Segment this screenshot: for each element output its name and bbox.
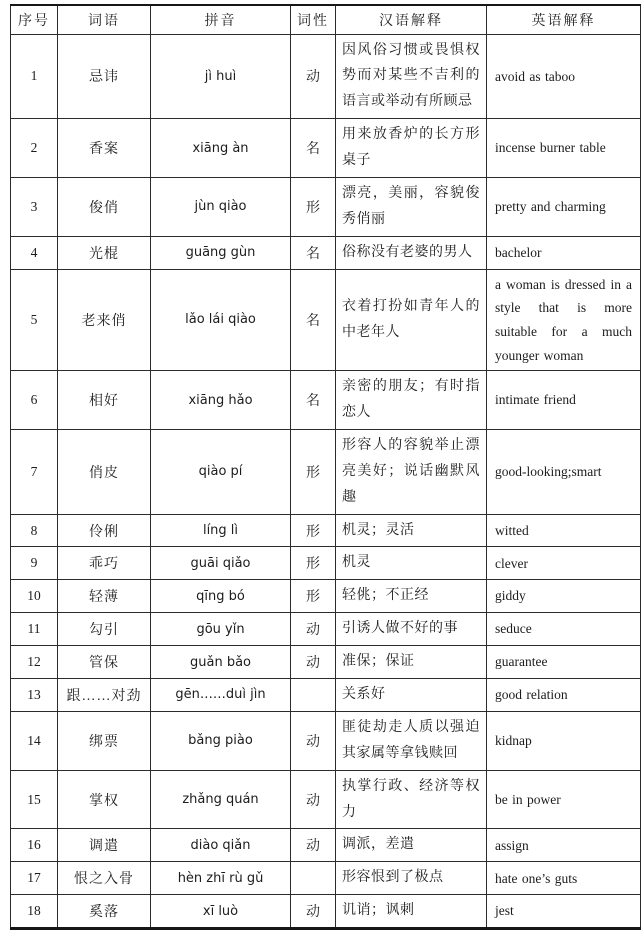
part-of-speech-cell: 动 [291, 770, 336, 829]
chinese-explanation-cell: 关系好 [336, 679, 487, 712]
english-explanation-cell: witted [487, 514, 641, 547]
table-row [11, 269, 641, 371]
chinese-explanation-cell: 衣着打扮如青年人的中老年人 [336, 269, 487, 371]
word-cell: 光棍 [58, 236, 151, 269]
word-cell: 勾引 [58, 613, 151, 646]
chinese-explanation-cell: 讥诮；讽刺 [336, 895, 487, 929]
pinyin-cell: jùn qiào [151, 177, 291, 236]
chinese-explanation-cell: 机灵；灵活 [336, 514, 487, 547]
part-of-speech-cell: 动 [291, 613, 336, 646]
table-row [11, 119, 641, 178]
col-header-word: 词语 [58, 5, 151, 34]
table-row [11, 429, 641, 514]
row-number-cell: 7 [11, 429, 58, 514]
english-explanation-cell: intimate friend [487, 371, 641, 430]
english-explanation-cell: assign [487, 829, 641, 862]
table-row [11, 613, 641, 646]
row-number-cell: 15 [11, 770, 58, 829]
row-number-cell: 14 [11, 711, 58, 770]
word-cell: 忌讳 [58, 34, 151, 119]
pinyin-cell: diào qiǎn [151, 829, 291, 862]
chinese-explanation-cell: 匪徒劫走人质以强迫其家属等拿钱赎回 [336, 711, 487, 770]
table-row [11, 236, 641, 269]
word-cell: 乖巧 [58, 547, 151, 580]
table-header [11, 5, 641, 34]
word-cell: 轻薄 [58, 580, 151, 613]
word-cell: 俏皮 [58, 429, 151, 514]
chinese-explanation-cell: 执掌行政、经济等权力 [336, 770, 487, 829]
word-cell: 掌权 [58, 770, 151, 829]
row-number-cell: 6 [11, 371, 58, 430]
part-of-speech-cell: 动 [291, 895, 336, 929]
table-row [11, 514, 641, 547]
table-row [11, 711, 641, 770]
part-of-speech-cell: 动 [291, 711, 336, 770]
pinyin-cell: zhǎng quán [151, 770, 291, 829]
table-body [11, 34, 641, 929]
pinyin-cell: gōu yǐn [151, 613, 291, 646]
word-cell: 俊俏 [58, 177, 151, 236]
english-explanation-cell: bachelor [487, 236, 641, 269]
chinese-explanation-cell: 调派，差遣 [336, 829, 487, 862]
english-explanation-cell: incense burner table [487, 119, 641, 178]
pinyin-cell: lǎo lái qiào [151, 269, 291, 371]
english-explanation-cell: avoid as taboo [487, 34, 641, 119]
chinese-explanation-cell: 亲密的朋友；有时指恋人 [336, 371, 487, 430]
table-row [11, 177, 641, 236]
col-header-chinese-explanation: 汉语解释 [336, 5, 487, 34]
row-number-cell: 11 [11, 613, 58, 646]
pinyin-cell: xī luò [151, 895, 291, 929]
part-of-speech-cell: 名 [291, 269, 336, 371]
table-row [11, 547, 641, 580]
chinese-explanation-cell: 形容恨到了极点 [336, 862, 487, 895]
table-row [11, 34, 641, 119]
pinyin-cell: guǎn bǎo [151, 646, 291, 679]
word-cell: 绑票 [58, 711, 151, 770]
word-cell: 跟……对劲 [58, 679, 151, 712]
table-row [11, 646, 641, 679]
row-number-cell: 10 [11, 580, 58, 613]
word-cell: 伶俐 [58, 514, 151, 547]
chinese-explanation-cell: 引诱人做不好的事 [336, 613, 487, 646]
english-explanation-cell: be in power [487, 770, 641, 829]
word-cell: 老来俏 [58, 269, 151, 371]
word-cell: 调遣 [58, 829, 151, 862]
row-number-cell: 5 [11, 269, 58, 371]
word-cell: 管保 [58, 646, 151, 679]
english-explanation-cell: giddy [487, 580, 641, 613]
part-of-speech-cell [291, 862, 336, 895]
row-number-cell: 8 [11, 514, 58, 547]
english-explanation-cell: hate one’s guts [487, 862, 641, 895]
table-row [11, 371, 641, 430]
chinese-explanation-cell: 形容人的容貌举止漂亮美好；说话幽默风趣 [336, 429, 487, 514]
table-row [11, 829, 641, 862]
row-number-cell: 18 [11, 895, 58, 929]
chinese-explanation-cell: 俗称没有老婆的男人 [336, 236, 487, 269]
part-of-speech-cell: 形 [291, 177, 336, 236]
part-of-speech-cell: 名 [291, 371, 336, 430]
vocabulary-table [10, 4, 641, 930]
row-number-cell: 16 [11, 829, 58, 862]
table-row [11, 895, 641, 929]
pinyin-cell: qiào pí [151, 429, 291, 514]
part-of-speech-cell [291, 679, 336, 712]
pinyin-cell: gēn……duì jìn [151, 679, 291, 712]
row-number-cell: 13 [11, 679, 58, 712]
pinyin-cell: guāng gùn [151, 236, 291, 269]
part-of-speech-cell: 动 [291, 34, 336, 119]
chinese-explanation-cell: 机灵 [336, 547, 487, 580]
english-explanation-cell: good relation [487, 679, 641, 712]
pinyin-cell: bǎng piào [151, 711, 291, 770]
chinese-explanation-cell: 漂亮，美丽，容貌俊秀俏丽 [336, 177, 487, 236]
pinyin-cell: líng lì [151, 514, 291, 547]
row-number-cell: 3 [11, 177, 58, 236]
chinese-explanation-cell: 用来放香炉的长方形桌子 [336, 119, 487, 178]
table-row [11, 770, 641, 829]
english-explanation-cell: kidnap [487, 711, 641, 770]
table-row [11, 580, 641, 613]
part-of-speech-cell: 名 [291, 119, 336, 178]
col-header-number: 序号 [11, 5, 58, 34]
pinyin-cell: hèn zhī rù gǔ [151, 862, 291, 895]
chinese-explanation-cell: 轻佻；不正经 [336, 580, 487, 613]
row-number-cell: 4 [11, 236, 58, 269]
word-cell: 香案 [58, 119, 151, 178]
col-header-part-of-speech: 词性 [291, 5, 336, 34]
part-of-speech-cell: 形 [291, 514, 336, 547]
row-number-cell: 9 [11, 547, 58, 580]
english-explanation-cell: jest [487, 895, 641, 929]
part-of-speech-cell: 形 [291, 547, 336, 580]
row-number-cell: 2 [11, 119, 58, 178]
col-header-english-explanation: 英语解释 [487, 5, 641, 34]
english-explanation-cell: guarantee [487, 646, 641, 679]
part-of-speech-cell: 动 [291, 646, 336, 679]
header-row [11, 5, 641, 34]
english-explanation-cell: seduce [487, 613, 641, 646]
chinese-explanation-cell: 因风俗习惯或畏惧权势而对某些不吉利的语言或举动有所顾忌 [336, 34, 487, 119]
part-of-speech-cell: 形 [291, 429, 336, 514]
english-explanation-cell: a woman is dressed in a style that is more suitable for a much younger woman [487, 269, 641, 371]
english-explanation-cell: clever [487, 547, 641, 580]
table-row [11, 679, 641, 712]
chinese-explanation-cell: 准保；保证 [336, 646, 487, 679]
word-cell: 相好 [58, 371, 151, 430]
pinyin-cell: xiāng àn [151, 119, 291, 178]
vocabulary-page [10, 4, 640, 930]
part-of-speech-cell: 形 [291, 580, 336, 613]
pinyin-cell: guāi qiǎo [151, 547, 291, 580]
english-explanation-cell: good-looking;smart [487, 429, 641, 514]
pinyin-cell: jì huì [151, 34, 291, 119]
pinyin-cell: xiāng hǎo [151, 371, 291, 430]
word-cell: 恨之入骨 [58, 862, 151, 895]
pinyin-cell: qīng bó [151, 580, 291, 613]
part-of-speech-cell: 名 [291, 236, 336, 269]
part-of-speech-cell: 动 [291, 829, 336, 862]
row-number-cell: 12 [11, 646, 58, 679]
row-number-cell: 1 [11, 34, 58, 119]
col-header-pinyin: 拼音 [151, 5, 291, 34]
table-row [11, 862, 641, 895]
row-number-cell: 17 [11, 862, 58, 895]
english-explanation-cell: pretty and charming [487, 177, 641, 236]
word-cell: 奚落 [58, 895, 151, 929]
